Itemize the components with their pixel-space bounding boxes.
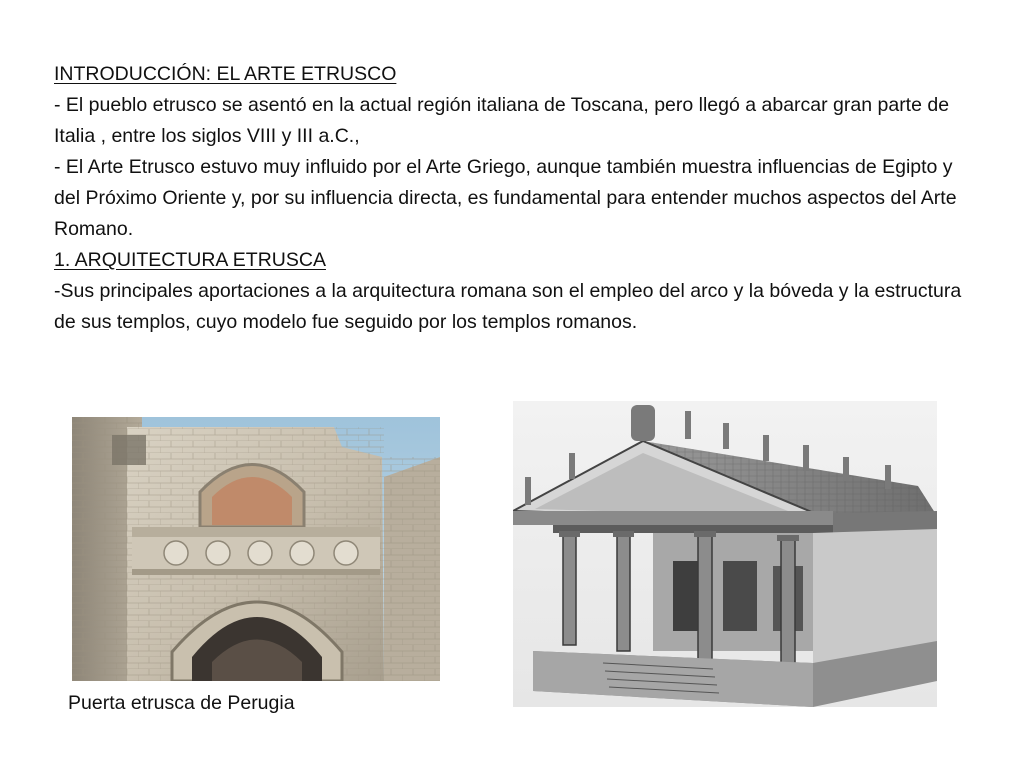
intro-paragraph-2: - El Arte Etrusco estuvo muy influido por el Arte Griego, aunque también muestra influencias de Egipto y del Próximo Oriente y, por su influencia directa, es fundamental para entender muchos aspectos del Arte Romano. [54, 156, 957, 240]
etruscan-temple-image [513, 401, 937, 707]
perugia-gate-image [72, 417, 440, 681]
architecture-heading: 1. ARQUITECTURA ETRUSCA [54, 249, 326, 271]
intro-paragraph-1: - El pueblo etrusco se asentó en la actual región italiana de Toscana, pero llegó a abarcar gran parte de Italia , entre los siglos VIII y III a.C., [54, 94, 950, 147]
gate-photo-caption: Puerta etrusca de Perugia [68, 692, 295, 714]
intro-heading: INTRODUCCIÓN: EL ARTE ETRUSCO [54, 63, 397, 85]
architecture-paragraph: -Sus principales aportaciones a la arquitectura romana son el empleo del arco y la bóveda y la estructura de sus templos, cuyo modelo fue seguido por los templos romanos. [54, 280, 962, 333]
slide-text-block [54, 59, 974, 338]
perugia-gate-photo [72, 417, 440, 681]
etruscan-temple-photo [513, 401, 937, 707]
